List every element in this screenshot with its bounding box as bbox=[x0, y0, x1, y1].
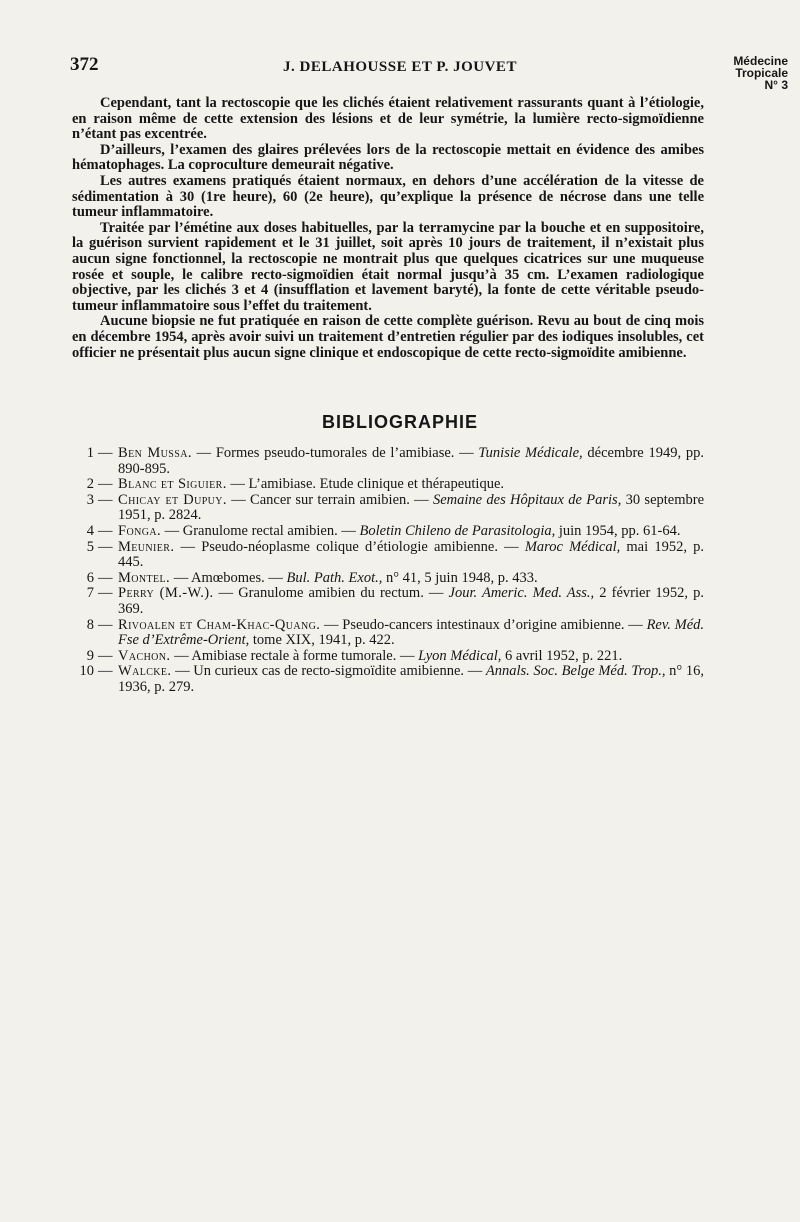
reference-journal: Lyon Médical, bbox=[418, 647, 502, 664]
bibliography-heading: BIBLIOGRAPHIE bbox=[321, 412, 478, 432]
reference-number: 4 bbox=[86, 522, 94, 539]
journal-name-line1: Médecine bbox=[733, 54, 788, 68]
reference-dash: — bbox=[98, 647, 113, 664]
reference-number: 6 bbox=[86, 569, 94, 586]
reference-entry bbox=[72, 586, 704, 617]
reference-author: Fonga. bbox=[118, 522, 161, 539]
reference-author: Perry (M.-W.). bbox=[118, 585, 214, 602]
reference-details: 6 avril 1952, p. 221. bbox=[501, 647, 623, 664]
reference-number: 1 bbox=[86, 445, 94, 461]
reference-text: — Granulome amibien du rectum. — bbox=[213, 585, 449, 602]
reference-details: n° 41, 5 juin 1948, p. 433. bbox=[382, 569, 538, 586]
reference-journal: Bul. Path. Exot., bbox=[286, 569, 383, 586]
reference-dash: — bbox=[98, 663, 113, 680]
reference-text: — Formes pseudo-tumorales de l’amibiase. — bbox=[191, 445, 479, 461]
reference-number: 7 bbox=[86, 585, 94, 602]
reference-author: Montel. bbox=[118, 569, 171, 586]
reference-entry bbox=[72, 618, 704, 649]
reference-dash: — bbox=[98, 476, 113, 493]
reference-author: Blanc et Siguier. bbox=[118, 476, 227, 493]
reference-dash: — bbox=[98, 445, 113, 461]
reference-author: Ben Mussa. bbox=[118, 445, 192, 461]
reference-number: 5 bbox=[86, 538, 94, 555]
reference-entry bbox=[72, 571, 704, 587]
reference-number: 2 bbox=[86, 476, 94, 493]
reference-text: — Pseudo-cancers intestinaux d’origine amibienne. — bbox=[320, 616, 647, 633]
reference-details: 2 février 1952, p. 369. bbox=[118, 585, 704, 617]
reference-dash: — bbox=[98, 569, 113, 586]
journal-name bbox=[733, 55, 788, 91]
reference-author: Chicay et Dupuy. bbox=[118, 491, 227, 508]
reference-text: — Amœbomes. — bbox=[170, 569, 287, 586]
paragraph: Cependant, tant la rectoscopie que les clichés étaient relativement rassurants quant à l’étiologie, en raison même de cette extension des lésions et de leur symétrie, la lumière recto-sigmoïdienne n’étant pas excentrée. bbox=[72, 95, 704, 143]
reference-details: décembre 1949, pp. 890-895. bbox=[118, 445, 704, 477]
reference-number: 8 bbox=[86, 616, 94, 633]
reference-entry bbox=[72, 446, 704, 477]
reference-number: 9 bbox=[86, 647, 94, 664]
reference-dash: — bbox=[98, 522, 113, 539]
bibliography-list bbox=[72, 446, 704, 696]
reference-author: Meunier. bbox=[118, 538, 175, 555]
paragraph: Les autres examens pratiqués étaient normaux, en dehors d’une accélération de la vitesse de sédimentation à 30 (1re heure), 60 (2e heure), qu’explique la présence de nécrose dans une telle tumeur inflammatoire. bbox=[72, 172, 704, 221]
reference-journal: Rev. Méd. Fse d’Extrême-Orient, bbox=[118, 616, 705, 649]
journal-issue: N° 3 bbox=[764, 78, 788, 92]
reference-entry bbox=[72, 649, 704, 665]
reference-text: — Pseudo-néoplasme colique d’étiologie amibienne. — bbox=[174, 538, 525, 555]
paragraph: Traitée par l’émétine aux doses habituelles, par la terramycine par la bouche et en suppositoire, la guérison survient rapidement et le 31 juillet, soit après 10 jours de traitement, il n’existait plus aucun signe fonctionnel, la rectoscopie ne montrait plus que quelques cicatrices sur une muqueuse rosée et souple, le calibre recto-sigmoïdien était normal jusqu’à 35 cm. L’examen radiologique objective, par les clichés 3 et 4 (insufflation et lavement baryté), la fonte de cette véritable pseudo-tumeur inflammatoire sous l’effet du traitement. bbox=[72, 219, 704, 314]
reference-journal: Boletin Chileno de Parasitologia, bbox=[359, 522, 556, 539]
journal-name-line2: Tropicale bbox=[735, 66, 788, 80]
reference-number: 3 bbox=[86, 491, 94, 508]
paragraph: D’ailleurs, l’examen des glaires prélevées lors de la rectoscopie mettait en évidence des amibes hématophages. La coproculture demeurait négative. bbox=[72, 141, 704, 174]
reference-dash: — bbox=[98, 491, 113, 508]
reference-dash: — bbox=[98, 616, 113, 633]
reference-entry bbox=[72, 493, 704, 524]
body-text bbox=[72, 96, 704, 361]
page-number: 372 bbox=[70, 54, 99, 75]
reference-journal: Annals. Soc. Belge Méd. Trop., bbox=[485, 663, 666, 680]
reference-entry bbox=[72, 524, 704, 540]
reference-entry bbox=[72, 540, 704, 571]
reference-text: — Un curieux cas de recto-sigmoïdite amibienne. — bbox=[171, 663, 486, 680]
reference-dash: — bbox=[98, 585, 113, 602]
reference-text: — Granulome rectal amibien. — bbox=[160, 522, 360, 539]
reference-author: Walcke. bbox=[118, 663, 172, 680]
reference-details: juin 1954, pp. 61-64. bbox=[555, 522, 681, 539]
running-head: J. DELAHOUSSE ET P. JOUVET bbox=[283, 59, 517, 75]
reference-text: — L’amibiase. Etude clinique et thérapeutique. bbox=[226, 476, 505, 493]
reference-details: tome XIX, 1941, p. 422. bbox=[249, 632, 395, 649]
reference-dash: — bbox=[98, 538, 113, 555]
reference-number: 10 bbox=[79, 663, 94, 680]
reference-details: 30 septembre 1951, p. 2824. bbox=[118, 491, 705, 524]
reference-journal: Jour. Americ. Med. Ass., bbox=[448, 585, 595, 602]
paragraph: Aucune biopsie ne fut pratiquée en raison de cette complète guérison. Revu au bout de cinq mois en décembre 1954, après avoir suivi un traitement d’entretien régulier par des iodiques insolubles, cet officier ne présentait plus aucun signe clinique et endoscopique de cette recto-sigmoïdite amibienne. bbox=[72, 313, 704, 361]
reference-author: Rivoalen et Cham-Khac-Quang. bbox=[118, 616, 321, 633]
reference-journal: Tunisie Médicale, bbox=[478, 445, 583, 461]
reference-details: mai 1952, p. 445. bbox=[118, 538, 704, 571]
reference-entry bbox=[72, 477, 704, 493]
reference-journal: Semaine des Hôpitaux de Paris, bbox=[432, 491, 622, 508]
reference-journal: Maroc Médical, bbox=[524, 538, 621, 555]
reference-details: n° 16, 1936, p. 279. bbox=[118, 663, 704, 695]
reference-text: — Cancer sur terrain amibien. — bbox=[226, 491, 433, 508]
reference-text: — Amibiase rectale à forme tumorale. — bbox=[170, 647, 419, 664]
reference-author: Vachon. bbox=[118, 647, 171, 664]
reference-entry bbox=[72, 664, 704, 695]
